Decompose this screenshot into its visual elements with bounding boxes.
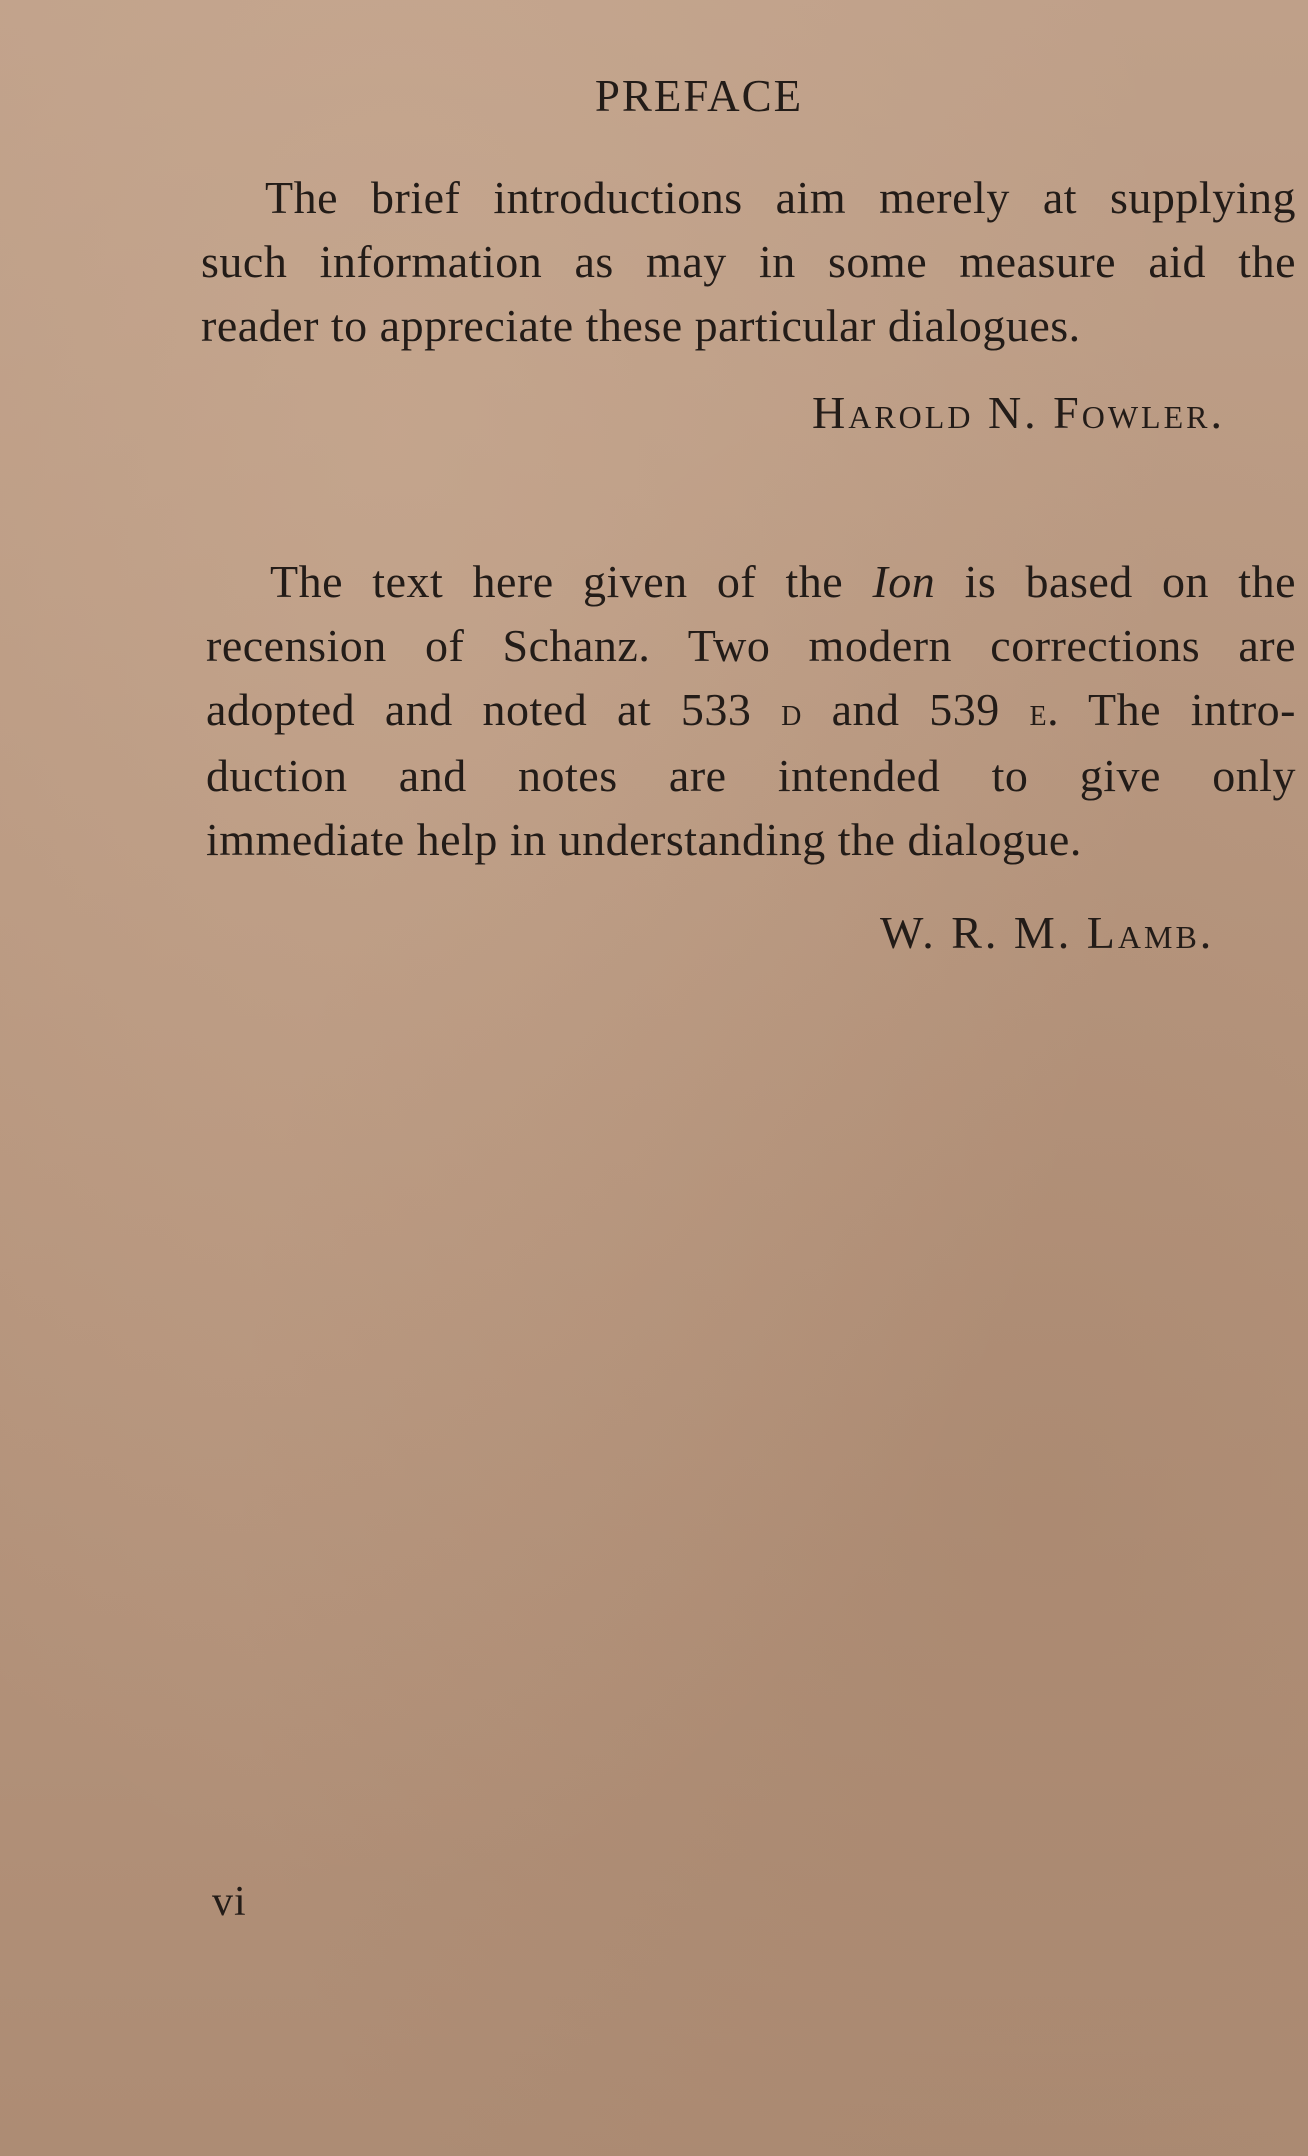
section-letter: e xyxy=(1029,689,1048,734)
text-run: adopted and noted at 533 xyxy=(206,684,782,735)
text-run: and 539 xyxy=(801,684,1030,735)
dialogue-title: Ion xyxy=(872,556,936,607)
paragraph-line xyxy=(206,678,1296,744)
paragraph-line: immediate help in understanding the dialogue. xyxy=(206,814,1082,865)
text-run: is based on the xyxy=(935,556,1297,607)
page-number: vi xyxy=(212,1879,247,1925)
text-run: . The intro- xyxy=(1047,684,1296,735)
signature-lamb: W. R. M. Lamb. xyxy=(880,907,1215,958)
signature-fowler: Harold N. Fowler. xyxy=(812,387,1225,438)
paragraph-line: duction and notes are intended to give only xyxy=(206,750,1296,801)
preface-paragraph-1 xyxy=(201,166,1296,358)
paragraph-line xyxy=(206,550,1296,614)
page-heading: PREFACE xyxy=(594,71,804,121)
paragraph-line: reader to appreciate these particular dialogues. xyxy=(201,300,1081,351)
section-letter: d xyxy=(781,689,802,734)
paragraph-line: recension of Schanz. Two modern corrections are xyxy=(206,620,1296,671)
paragraph-line: such information as may in some measure aid the xyxy=(201,236,1296,287)
text-run: The text here given of the xyxy=(270,556,873,607)
preface-paragraph-2 xyxy=(206,550,1296,872)
paragraph-line: The brief introductions aim merely at supplying xyxy=(265,172,1296,223)
